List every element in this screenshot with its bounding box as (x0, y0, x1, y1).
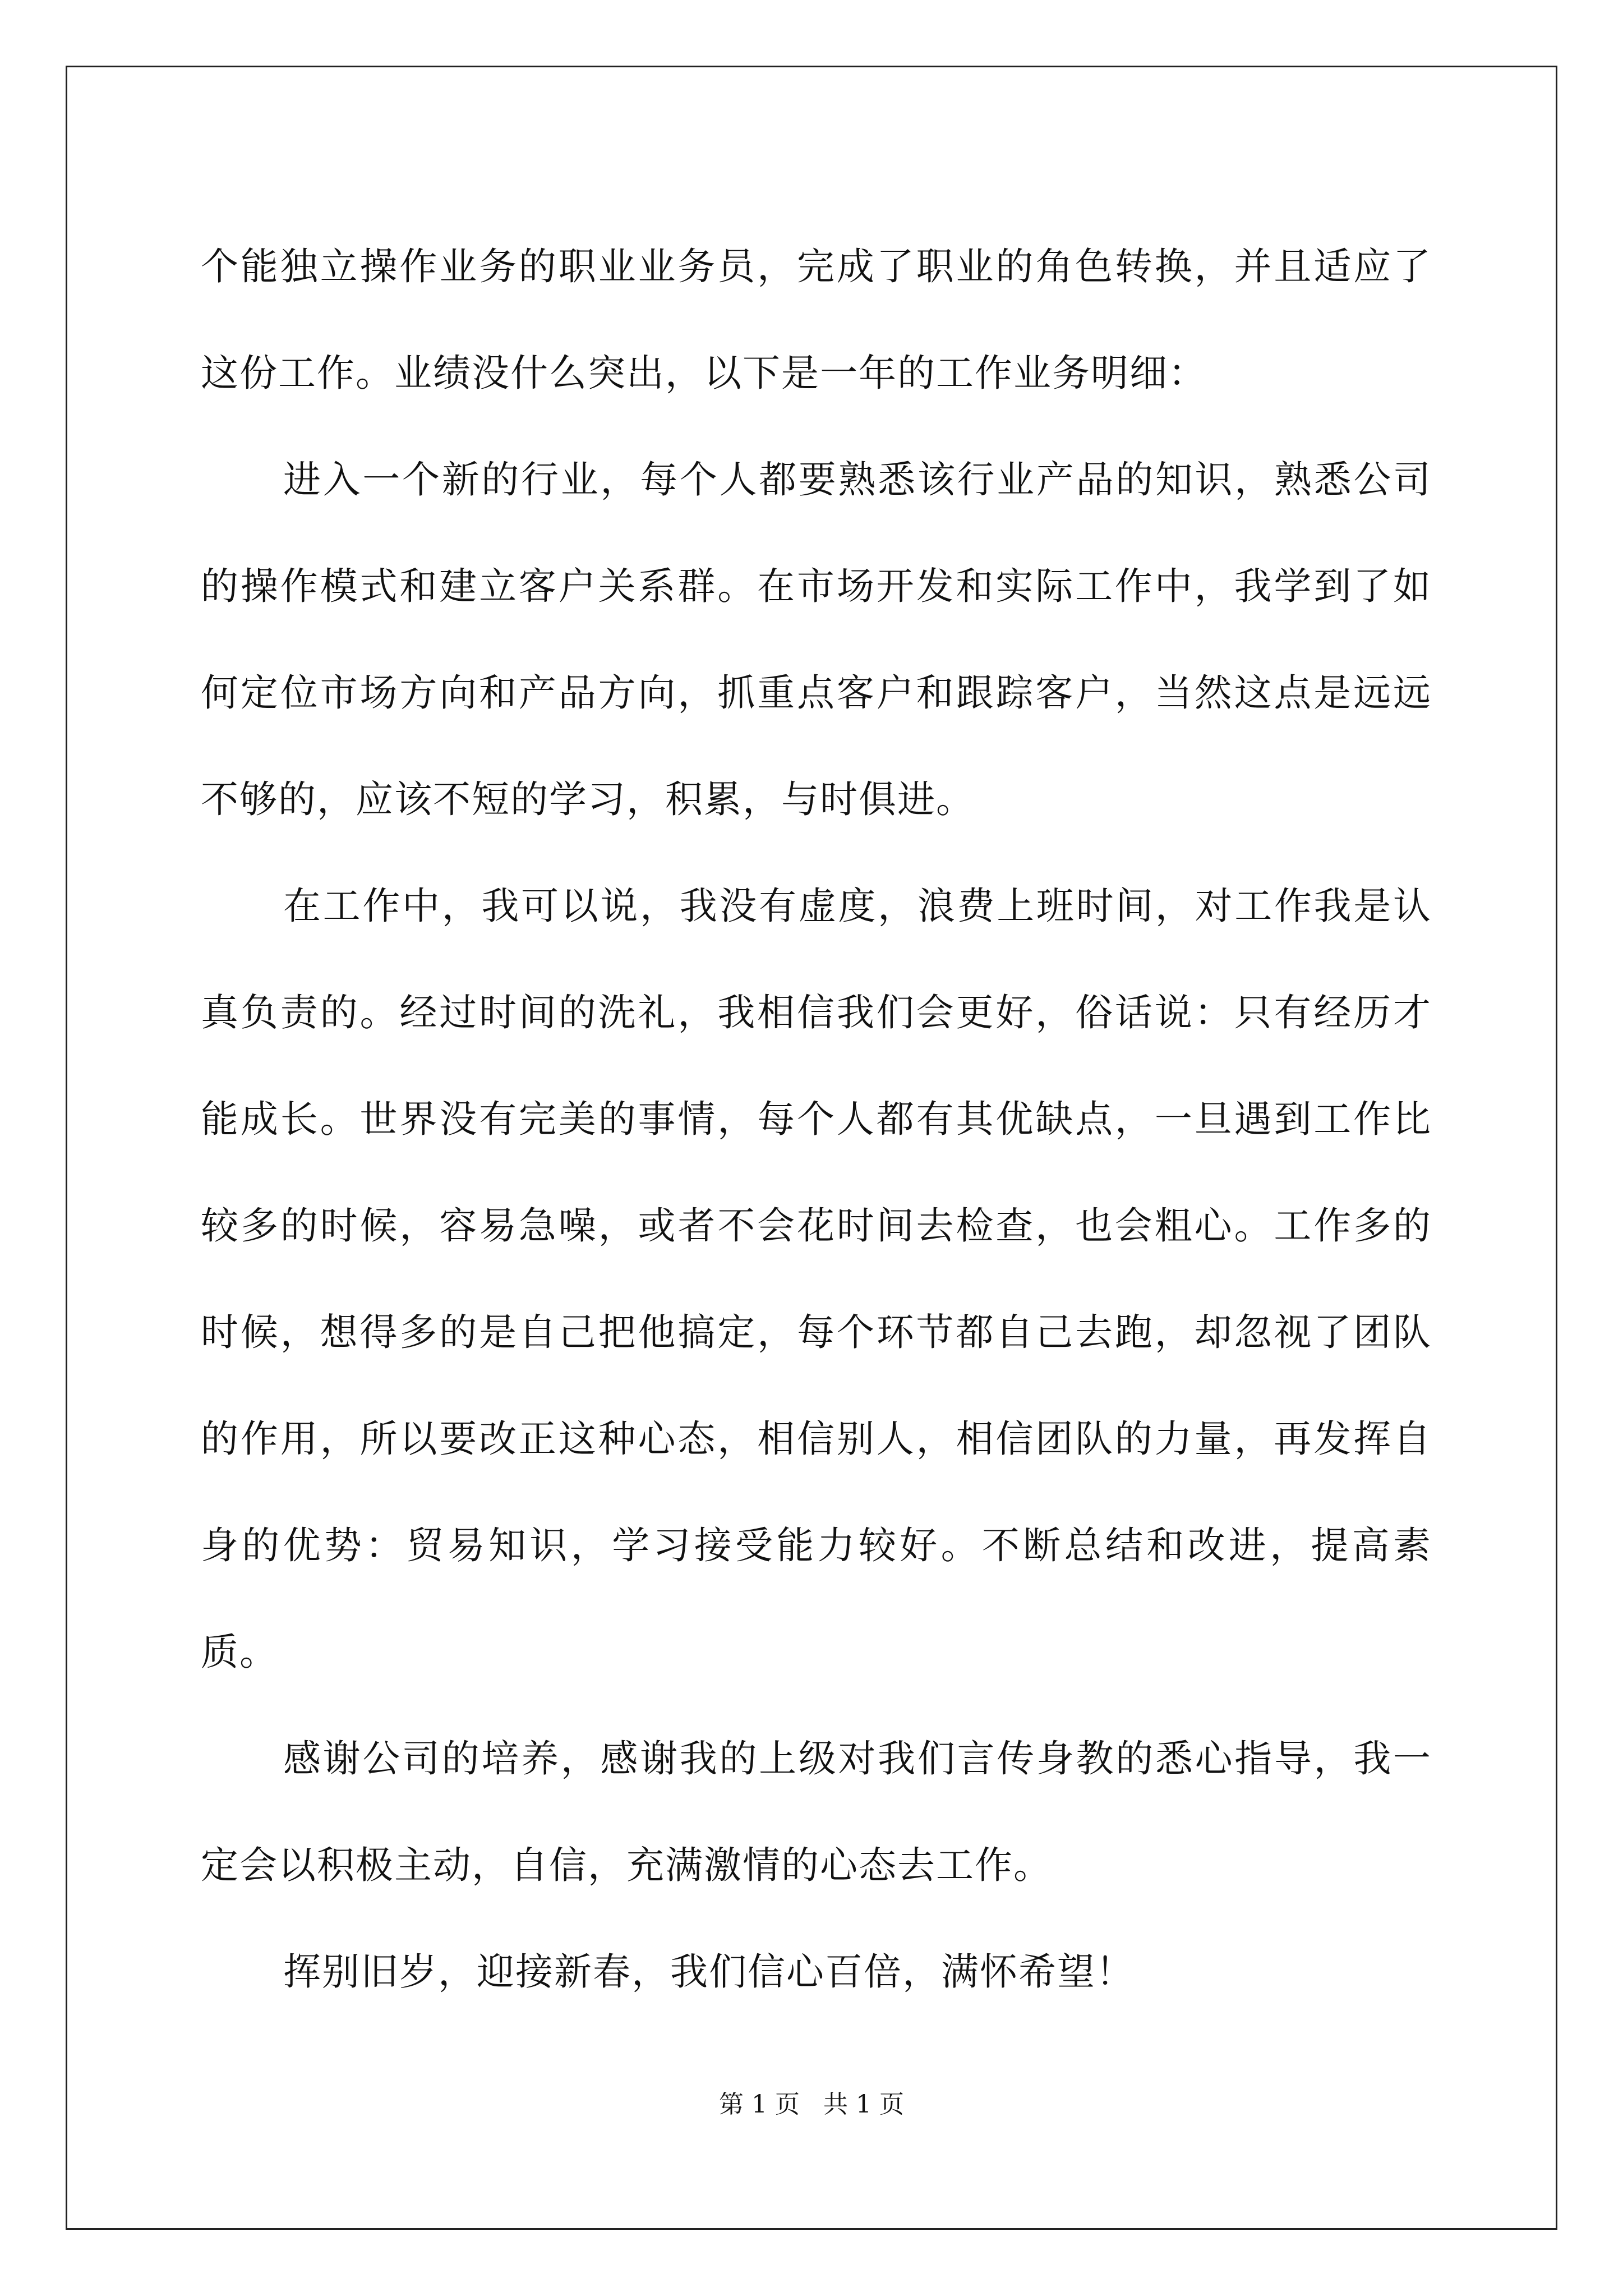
paragraph-4: 感谢公司的培养，感谢我的上级对我们言传身教的悉心指导，我一定会以积极主动，自信，充满激情的心态去工作。 (201, 1737, 1432, 1887)
page-footer: 第 1 页 共 1 页 (719, 2090, 904, 2119)
paragraph-5: 挥别旧岁，迎接新春，我们信心百倍，满怀希望！ (283, 1950, 1135, 1994)
document-body (201, 213, 1432, 2025)
paragraph-1: 个能独立操作业务的职业业务员，完成了职业的角色转换，并且适应了这份工作。业绩没什么突出，以下是一年的工作业务明细： (201, 245, 1432, 395)
paragraph-2: 进入一个新的行业，每个人都要熟悉该行业产品的知识，熟悉公司的操作模式和建立客户关系群。在市场开发和实际工作中，我学到了如何定位市场方向和产品方向，抓重点客户和跟踪客户，当然这点是远远不够的，应该不短的学习，积累，与时俱进。 (201, 458, 1432, 821)
paragraph-3: 在工作中，我可以说，我没有虚度，浪费上班时间，对工作我是认真负责的。经过时间的洗礼，我相信我们会更好，俗话说：只有经历才能成长。世界没有完美的事情，每个人都有其优缺点，一旦遇到工作比较多的时候，容易急噪，或者不会花时间去检查，也会粗心。工作多的时候，想得多的是自己把他搞定，每个环节都自己去跑，却忽视了团队的作用，所以要改正这种心态，相信别人，相信团队的力量，再发挥自身的优势：贸易知识，学习接受能力较好。不断总结和改进，提高素质。 (201, 884, 1432, 1674)
